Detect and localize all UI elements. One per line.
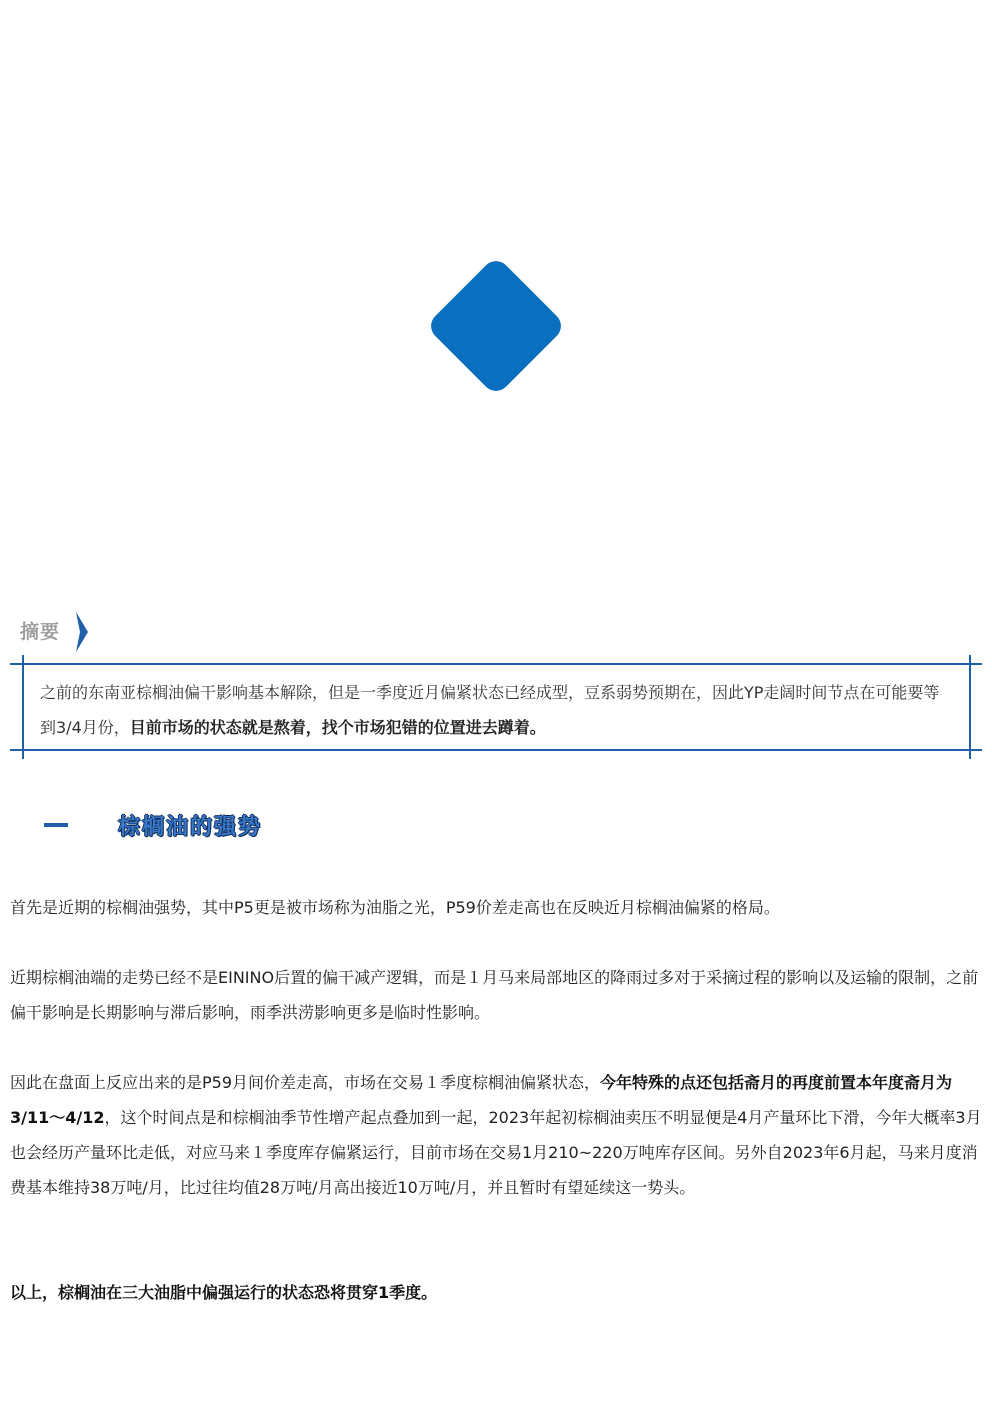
abstract-label: 摘要 <box>20 621 61 643</box>
paragraph-4-bold: 以上，棕榈油在三大油脂中偏强运行的状态恐将贯穿1季度。 <box>10 1283 438 1302</box>
chevron-right-icon <box>74 612 90 652</box>
paragraph-3 <box>10 1065 985 1205</box>
abstract-text-plain: 之前的东南亚棕榈油偏干影响基本解除，但是一季度近月偏紧状态已经成型，豆系弱势预期在，因此YP走阔时间节点在可能要等到3/4月份， <box>40 683 940 737</box>
paragraph-1: 首先是近期的棕榈油强势，其中P5更是被市场称为油脂之光，P59价差走高也在反映近月棕榈油偏紧的格局。 <box>10 898 780 917</box>
paragraph-3-text-b: ，这个时间点是和棕榈油季节性增产起点叠加到一起，2023年起初棕榈油卖压不明显便是4月产量环比下滑，今年大概率3月也会经历产量环比走低，对应马来１季度库存偏紧运行，目前市场在交易1月210~220万吨库存区间。另外自2023年6月起，马来月度消费基本维持38万吨/月，比过往均值28万吨/月高出接近10万吨/月，并且暂时有望延续这一势头。 <box>10 1108 982 1197</box>
paragraph-3-bold: 今年特殊的点还包括斋月的再度前置本年度斋月为3/11～4/12 <box>10 1073 953 1127</box>
paragraph-3-text-a: 因此在盘面上反应出来的是P59月间价差走高，市场在交易１季度棕榈油偏紧状态， <box>10 1073 601 1092</box>
abstract-text-bold: 目前市场的状态就是熬着，找个市场犯错的位置进去蹲着。 <box>129 718 546 737</box>
paragraph-2: 近期棕榈油端的走势已经不是EININO后置的偏干减产逻辑，而是１月马来局部地区的降雨过多对于采摘过程的影响以及运输的限制，之前偏干影响是长期影响与滞后影响，雨季洪涝影响更多是临时性影响。 <box>10 968 979 1022</box>
section-title: 棕榈油的强势 <box>118 815 263 840</box>
abstract-text <box>40 675 950 745</box>
section-number <box>44 823 68 827</box>
paragraph-4 <box>10 1275 985 1310</box>
diamond-logo-icon <box>425 255 566 396</box>
